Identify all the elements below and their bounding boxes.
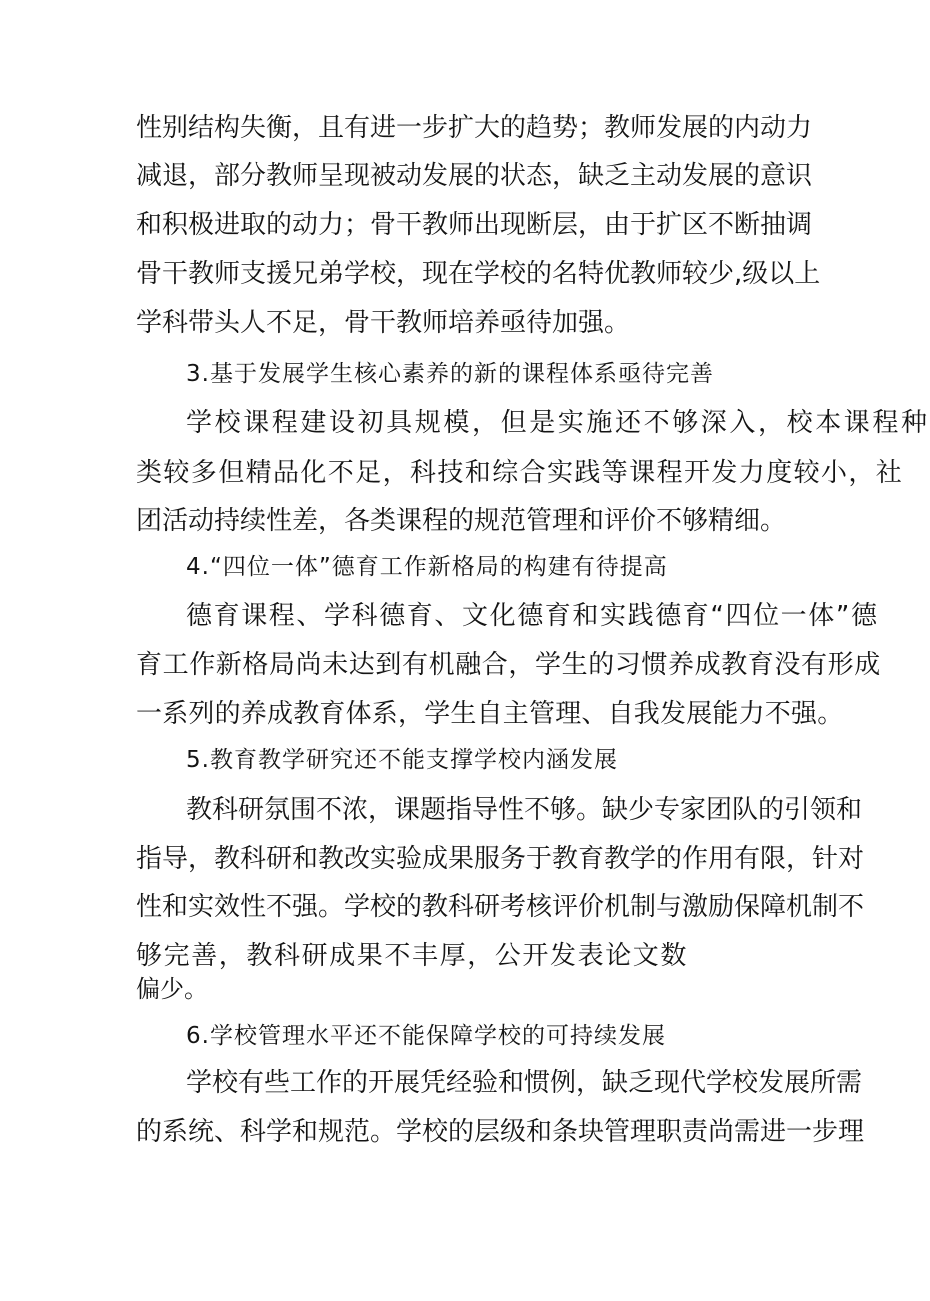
body-text-line: 教科研氛围不浓，课题指导性不够。缺少专家团队的引领和 xyxy=(186,795,863,825)
body-text-line: 学校有些工作的开展凭经验和惯例，缺乏现代学校发展所需 xyxy=(186,1068,863,1098)
section-heading-5: 5.教育教学研究还不能支撑学校内涵发展 xyxy=(186,747,618,773)
section-heading-6: 6.学校管理水平还不能保障学校的可持续发展 xyxy=(186,1023,666,1049)
body-text-line: 学校课程建设初具规模，但是实施还不够深入，校本课程种 xyxy=(186,408,930,438)
body-text-line: 和积极进取的动力；骨干教师出现断层，由于扩区不断抽调 xyxy=(136,210,813,240)
body-text-line: 一系列的养成教育体系，学生自主管理、自我发展能力不强。 xyxy=(136,699,844,729)
body-text-line: 骨干教师支援兄弟学校，现在学校的名特优教师较少,级以上 xyxy=(136,259,821,289)
body-text-line: 偏少。 xyxy=(136,975,208,1003)
body-text-line: 的系统、科学和规范。学校的层级和条块管理职责尚需进一步理 xyxy=(136,1117,865,1147)
body-text-line: 类较多但精品化不足，科技和综合实践等课程开发力度较小，社 xyxy=(136,458,904,488)
body-text-line: 学科带头人不足，骨干教师培养亟待加强。 xyxy=(136,308,631,338)
body-text-line: 性别结构失衡，且有进一步扩大的趋势；教师发展的内动力 xyxy=(136,113,813,143)
section-heading-4: 4.“四位一体”德育工作新格局的构建有待提高 xyxy=(186,554,668,580)
section-heading-3: 3.基于发展学生核心素养的新的课程体系亟待完善 xyxy=(186,361,714,387)
body-text-line: 指导，教科研和教改实验成果服务于教育教学的作用有限，针对 xyxy=(136,844,865,874)
body-text-line: 够完善，教科研成果不丰厚，公开发表论文数 xyxy=(136,941,689,971)
body-text-line: 减退，部分教师呈现被动发展的状态，缺乏主动发展的意识 xyxy=(136,161,813,191)
body-text-line: 德育课程、学科德育、文化德育和实践德育“四位一体”德 xyxy=(186,601,879,631)
body-text-line: 育工作新格局尚未达到有机融合，学生的习惯养成教育没有形成 xyxy=(136,650,881,680)
body-text-line: 性和实效性不强。学校的教科研考核评价机制与激励保障机制不 xyxy=(136,892,865,922)
body-text-line: 团活动持续性差，各类课程的规范管理和评价不够精细。 xyxy=(136,506,787,536)
